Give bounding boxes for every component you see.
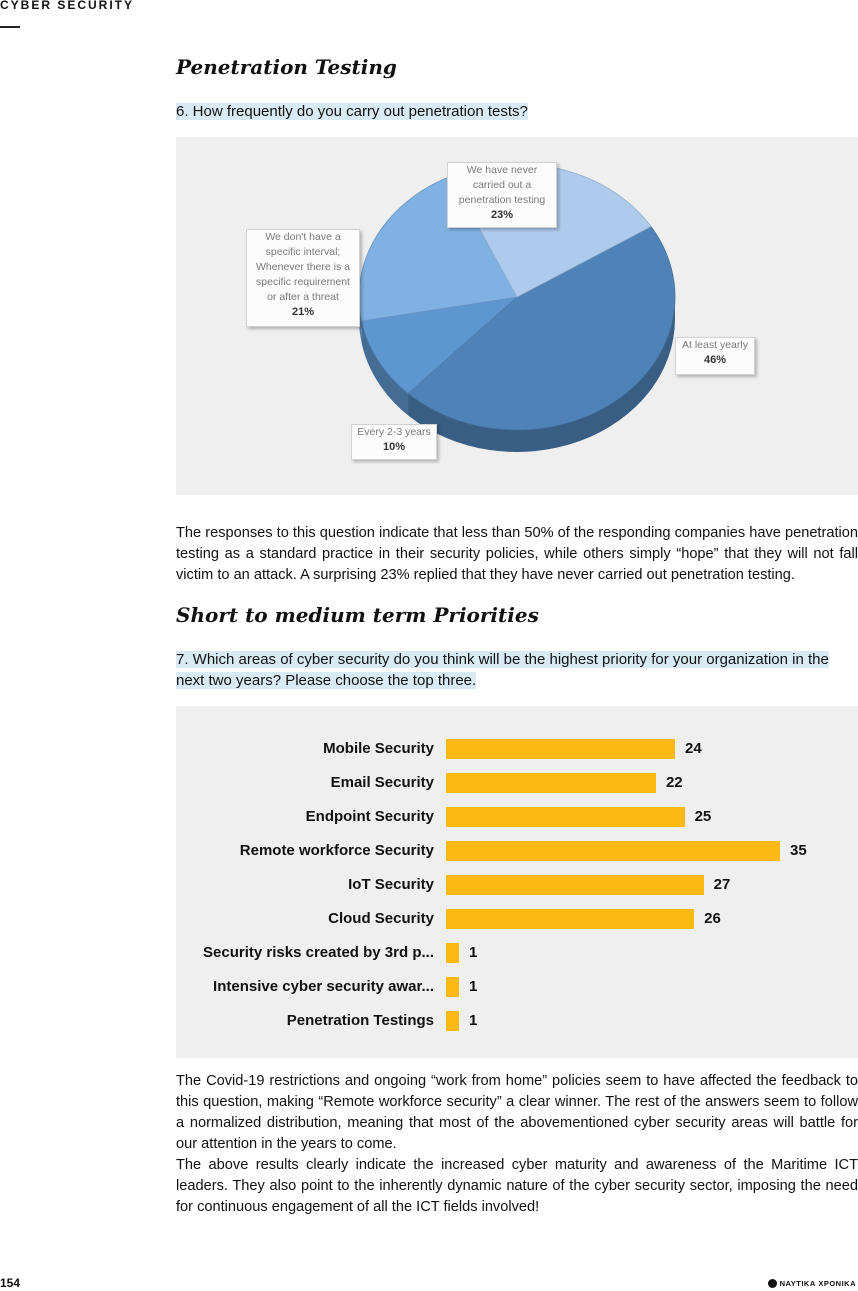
bar-label-8: Penetration Testings: [286, 1012, 434, 1029]
question-6-text: 6. How frequently do you carry out penetration tests?: [176, 103, 528, 120]
section-title-penetration-testing: Penetration Testing: [176, 55, 397, 79]
section-title-priorities: Short to medium term Priorities: [176, 603, 539, 627]
bar-1: [446, 773, 656, 793]
bar-value-1: 22: [665, 774, 683, 791]
brand-logo-icon: [768, 1279, 777, 1288]
paragraph-2: The Covid-19 restrictions and ongoing “work from home” policies seem to have affected the feedback to this question, making “Remote workforce security” a clear winner. The rest of the answers seem to follow a normalized distribution, meaning that most of the abovementioned cyber security areas will battle for our attention in the years to come.: [176, 1073, 858, 1152]
question-7: [176, 649, 858, 691]
callout-interval-line-1: We don't have a: [265, 231, 341, 243]
bar-label-2: Endpoint Security: [305, 808, 434, 825]
bar-value-5: 26: [704, 910, 721, 927]
bar-0: [446, 739, 675, 759]
callout-never-line-3: penetration testing: [458, 194, 546, 206]
bar-label-3: Remote workforce Security: [239, 842, 434, 859]
callout-never-line-2: carried out a: [472, 179, 532, 191]
bar-label-6: Security risks created by 3rd p...: [203, 944, 434, 961]
bar-value-7: 1: [469, 978, 478, 995]
bar-value-0: 24: [685, 740, 702, 757]
bar-label-5: Cloud Security: [328, 910, 434, 927]
bar-2: [446, 807, 685, 827]
callout-yearly-line-1: At least yearly: [682, 339, 748, 351]
brand-name: ΝΑΥΤΙΚΑ ΧΡΟΝΙΚΑ: [779, 1279, 856, 1288]
header-rule: [0, 26, 20, 28]
section-header: CYBER SECURITY: [0, 0, 135, 12]
callout-interval-line-4: specific requirement: [256, 276, 350, 288]
page-number: 154: [0, 1276, 21, 1290]
bar-value-2: 25: [694, 808, 712, 825]
callout-never-value: 23%: [490, 209, 514, 221]
bar-label-4: IoT Security: [348, 876, 434, 893]
paragraph-penetration: [176, 523, 858, 586]
paragraph-3: The above results clearly indicate the increased cyber maturity and awareness of the Maritime ICT leaders. They also point to the inherently dynamic nature of the cyber security sector, imposing the need for continuous engagement of all the ICT fields involved!: [176, 1157, 858, 1215]
callout-two-three-years: [351, 424, 437, 460]
callout-never-line-1: We have never: [466, 164, 538, 176]
bar-value-4: 27: [713, 876, 731, 893]
callout-interval-value: 21%: [291, 306, 315, 318]
bar-label-0: Mobile Security: [323, 740, 434, 757]
bar-value-8: 1: [469, 1012, 478, 1029]
bar-6: [446, 943, 459, 963]
bar-7: [446, 977, 459, 997]
question-6: [176, 101, 528, 122]
callout-two-three-value: 10%: [382, 441, 406, 453]
bar-4: [446, 875, 704, 895]
bar-5: [446, 909, 694, 929]
bar-value-3: 35: [790, 842, 807, 859]
callout-never: [447, 162, 557, 228]
paragraph-1: The responses to this question indicate that less than 50% of the responding companies have penetration testing as a standard practice in their security policies, while others simply “hope” that they will not fall victim to an attack. A surprising 23% replied that they have never carried out penetration testing.: [176, 525, 858, 583]
callout-interval-line-2: specific interval;: [265, 246, 341, 258]
bar-label-1: Email Security: [330, 774, 434, 791]
callout-interval: [246, 229, 360, 327]
callout-interval-line-5: or after a threat: [267, 291, 339, 303]
question-7-text: 7. Which areas of cyber security do you think will be the highest priority for your organization in the next two years? Please choose the top three.: [176, 651, 829, 689]
callout-two-three-line-1: Every 2-3 years: [357, 426, 431, 438]
paragraph-conclusion: [176, 1071, 858, 1218]
callout-yearly-value: 46%: [703, 354, 727, 366]
callout-interval-line-3: Whenever there is a: [256, 261, 350, 273]
bar-8: [446, 1011, 459, 1031]
pie-chart-panel: [176, 137, 858, 495]
callout-yearly: [675, 337, 755, 375]
bar-value-6: 1: [469, 944, 478, 961]
bar-3: [446, 841, 780, 861]
footer-brand: [768, 1279, 856, 1288]
bar-label-7: Intensive cyber security awar...: [213, 978, 434, 995]
